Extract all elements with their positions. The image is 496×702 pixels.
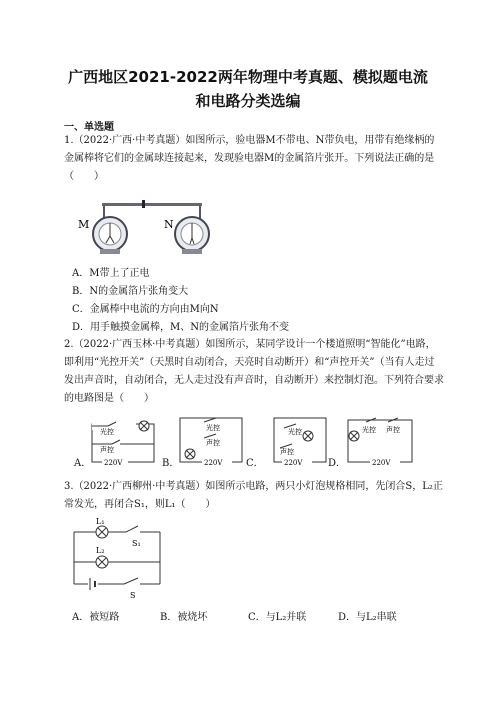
circuit-q3 (70, 518, 170, 600)
q2-label-c: C． (246, 458, 264, 469)
circuit-d (344, 414, 416, 468)
q3-option-d: D．与L₂串联 (338, 612, 397, 623)
q2-label-b: B． (162, 458, 180, 469)
section-heading: 一、单选题 (64, 122, 114, 133)
circuit-b (176, 414, 246, 468)
circuit-a-light: 光控 (100, 428, 114, 436)
q1-option-d: D．用手触摸金属棒，M、N的金属箔片张角不变 (72, 322, 290, 333)
circuit-c-light: 光控 (288, 428, 302, 436)
metal-rod (102, 203, 202, 206)
circuit-d-voltage: 220V (372, 459, 391, 467)
circuit-a-voltage: 220V (104, 459, 123, 467)
circuit-b-sound: 声控 (206, 439, 220, 447)
insulating-handle (142, 200, 145, 208)
q1-option-c: C．金属棒中电流的方向由M向N (72, 304, 219, 315)
q1-option-a: A．M带上了正电 (72, 268, 150, 279)
circuit-b-light: 光控 (206, 424, 220, 432)
question-2-text: 2.（2022·广西玉林·中考真题）如图所示，某同学设计一个楼道照明“智能化”电路，即利用“光控开关”（天黑时自动闭合，天亮时自动断开）和“声控开关”（当有人走过发出声音时，自动闭合，无人走过没有声音时，自动断开）来控制灯泡。下列符合要求的电路图是（ ） (64, 339, 444, 404)
label-m: M (78, 218, 90, 231)
circuit-a-sound: 声控 (100, 446, 114, 454)
electroscope-n (175, 206, 209, 254)
q1-option-b: B．N的金属箔片张角变大 (72, 286, 189, 297)
label-n: N (164, 218, 174, 231)
question-3-text: 3.（2022·广西柳州·中考真题）如图所示电路，两只小灯泡规格相同，先闭合S，L₂正常发光，再闭合S₁，则L₁（ ） (64, 481, 443, 510)
label-s1: S₁ (132, 539, 141, 548)
label-l1: L₁ (96, 518, 105, 526)
q3-option-b: B．被烧坏 (160, 612, 208, 623)
circuit-c-sound: 声控 (280, 448, 294, 456)
circuit-c (260, 414, 330, 468)
question-1-text: 1.（2022·广西·中考真题）如图所示，验电器M不带电、N带负电，用带有绝缘柄的金属棒将它们的金属球连接起来，发现验电器M的金属箔片张开。下列说法正确的是（ ） (64, 135, 435, 182)
q2-label-d: D． (328, 458, 347, 469)
label-l2: L₂ (96, 546, 105, 555)
circuit-a (88, 418, 158, 468)
q2-label-a: A． (74, 458, 92, 469)
circuit-b-voltage: 220V (204, 459, 223, 467)
page-title-line1: 广西地区2021-2022两年物理中考真题、模拟题电流 (68, 68, 428, 86)
q3-option-a: A．被短路 (72, 612, 120, 623)
circuit-d-light: 光控 (362, 426, 376, 434)
electroscope-figure (72, 194, 232, 260)
q3-option-c: C．与L₂并联 (248, 612, 307, 623)
electroscope-m (93, 206, 127, 254)
circuit-d-sound: 声控 (386, 426, 400, 434)
page-title-line2: 和电路分类选编 (195, 92, 301, 110)
label-s: S (130, 591, 136, 600)
circuit-c-voltage: 220V (284, 459, 303, 467)
